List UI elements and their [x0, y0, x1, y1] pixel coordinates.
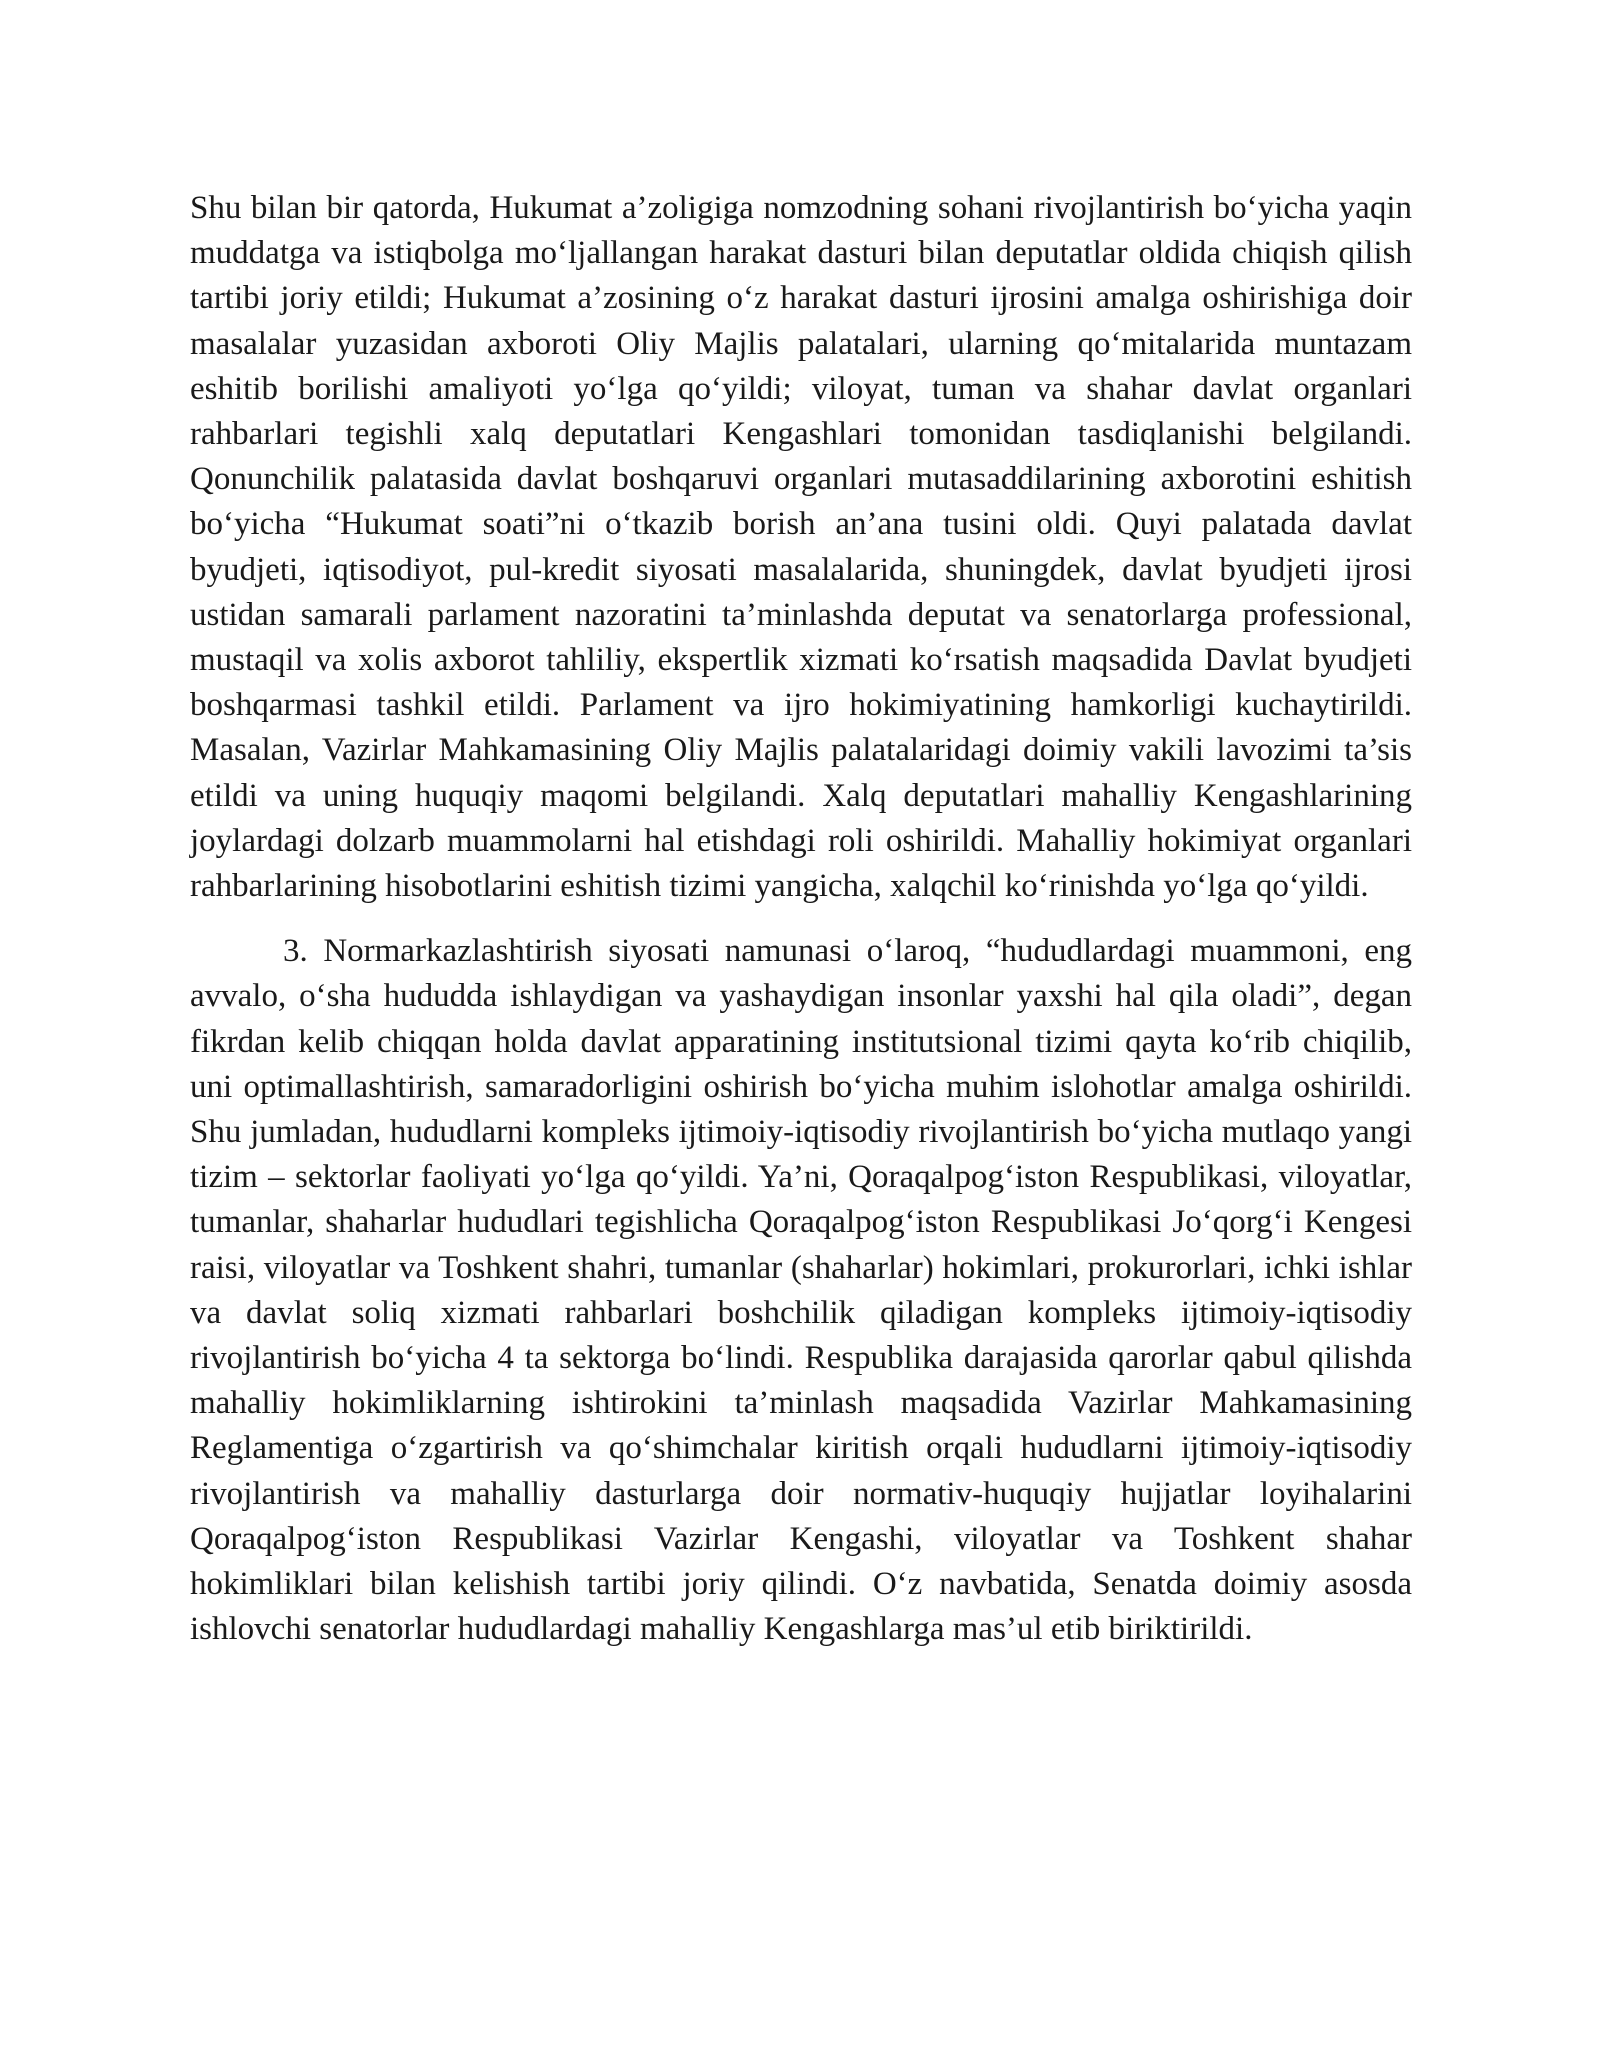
body-paragraph: Shu bilan bir qatorda, Hukumat a’zoligiga nomzodning sohani rivojlantirish bo‘yicha yaqin muddatga va istiqbolga mo‘ljallangan harakat dasturi bilan deputatlar oldida chiqish qilish tartibi joriy etildi; Hukumat a’zosining o‘z harakat dasturi ijrosini amalga oshirishiga doir masalalar yuzasidan axboroti Oliy Majlis palatalari, ularning qo‘mitalarida muntazam eshitib borilishi amaliyoti yo‘lga qo‘yildi; viloyat, tuman va shahar davlat organlari rahbarlari tegishli xalq deputatlari Kengashlari tomonidan tasdiqlanishi belgilandi. Qonunchilik palatasida davlat boshqaruvi organlari mutasaddilarining axborotini eshitish bo‘yicha “Hukumat soati”ni o‘tkazib borish an’ana tusini oldi. Quyi palatada davlat byudjeti, iqtisodiyot, pul-kredit siyosati masalalarida, shuningdek, davlat byudjeti ijrosi ustidan samarali parlament nazoratini ta’minlashda deputat va senatorlarga professional, mustaqil va xolis axborot tahliliy, ekspertlik xizmati ko‘rsatish maqsadida Davlat byudjeti boshqarmasi tashkil etildi. Parlament va ijro hokimiyatining hamkorligi kuchaytirildi. Masalan, Vazirlar Mahkamasining Oliy Majlis palatalaridagi doimiy vakili lavozimi ta’sis etildi va uning huquqiy maqomi belgilandi. Xalq deputatlari mahalliy Kengashlarining joylardagi dolzarb muammolarni hal etishdagi roli oshirildi. Mahalliy hokimiyat organlari rahbarlarining hisobotlarini eshitish tizimi yangicha, xalqchil ko‘rinishda yo‘lga qo‘yildi. [190, 190, 1412, 905]
document-page [190, 186, 1412, 1653]
numbered-paragraph: 3. Normarkazlashtirish siyosati namunasi o‘laroq, “hududlardagi muammoni, eng avvalo, o‘sha hududda ishlaydigan va yashaydigan insonlar yaxshi hal qila oladi”, degan fikrdan kelib chiqqan holda davlat apparatining institutsional tizimi qayta ko‘rib chiqilib, uni optimallashtirish, samaradorligini oshirish bo‘yicha muhim islohotlar amalga oshirildi. Shu jumladan, hududlarni kompleks ijtimoiy-iqtisodiy rivojlantirish bo‘yicha mutlaqo yangi tizim – sektorlar faoliyati yo‘lga qo‘yildi. Ya’ni, Qoraqalpog‘iston Respublikasi, viloyatlar, tumanlar, shaharlar hududlari tegishlicha Qoraqalpog‘iston Respublikasi Jo‘qorg‘i Kengesi raisi, viloyatlar va Toshkent shahri, tumanlar (shaharlar) hokimlari, prokurorlari, ichki ishlar va davlat soliq xizmati rahbarlari boshchilik qiladigan kompleks ijtimoiy-iqtisodiy rivojlantirish bo‘yicha 4 ta sektorga bo‘lindi. Respublika darajasida qarorlar qabul qilishda mahalliy hokimliklarning ishtirokini ta’minlash maqsadida Vazirlar Mahkamasining Reglamentiga o‘zgartirish va qo‘shimchalar kiritish orqali hududlarni ijtimoiy-iqtisodiy rivojlantirish va mahalliy dasturlarga doir normativ-huquqiy hujjatlar loyihalarini Qoraqalpog‘iston Respublikasi Vazirlar Kengashi, viloyatlar va Toshkent shahar hokimliklari bilan kelishish tartibi joriy qilindi. O‘z navbatida, Senatda doimiy asosda ishlovchi senatorlar hududlardagi mahalliy Kengashlarga mas’ul etib biriktirildi. [190, 933, 1412, 1648]
